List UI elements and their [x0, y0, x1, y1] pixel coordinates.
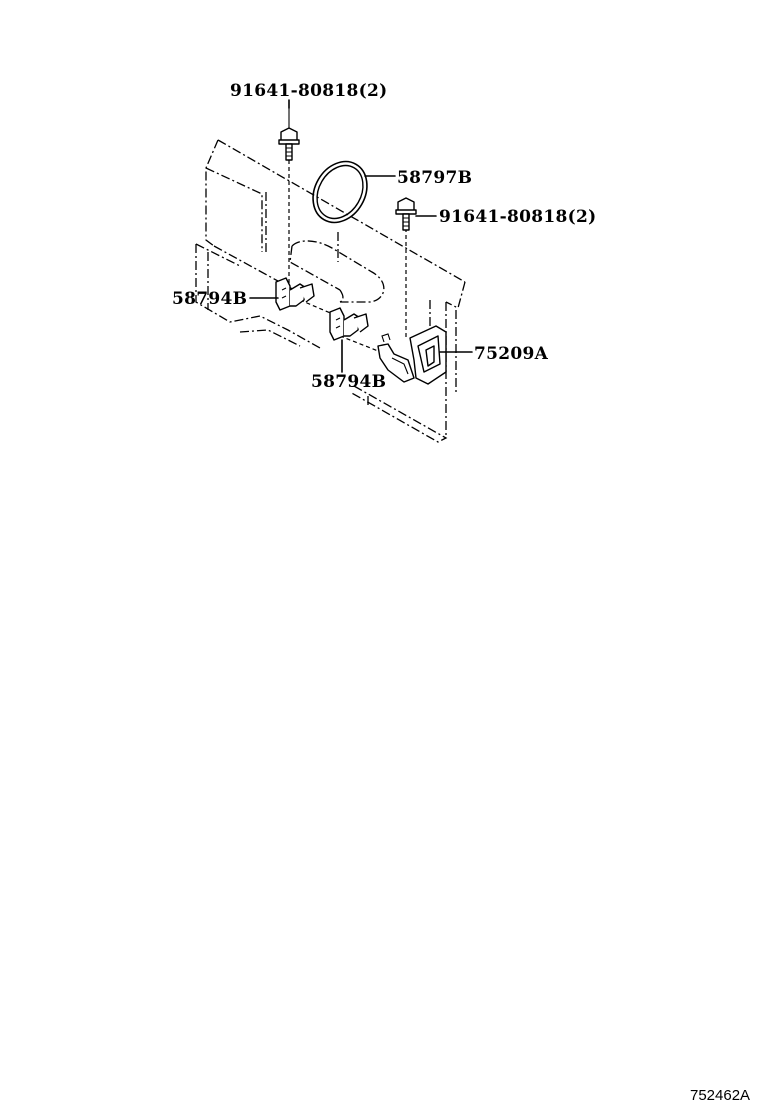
clip-bottom-icon: [330, 308, 368, 340]
bolt-right-icon: [396, 198, 416, 230]
clip-left-icon: [276, 278, 314, 310]
bolt-top-icon: [279, 108, 299, 160]
gasket-ring-icon: [302, 152, 377, 232]
label-clip-left: 58794B: [172, 289, 248, 309]
illustration-code: 752462A: [690, 1087, 751, 1104]
label-clip-bottom: 58794B: [311, 372, 387, 392]
label-bolt-top: 91641-80818(2): [230, 81, 388, 101]
label-bolt-right: 91641-80818(2): [439, 207, 597, 227]
bracket-icon: [378, 326, 446, 384]
label-gasket: 58797B: [397, 168, 473, 188]
label-bracket: 75209A: [474, 344, 549, 364]
